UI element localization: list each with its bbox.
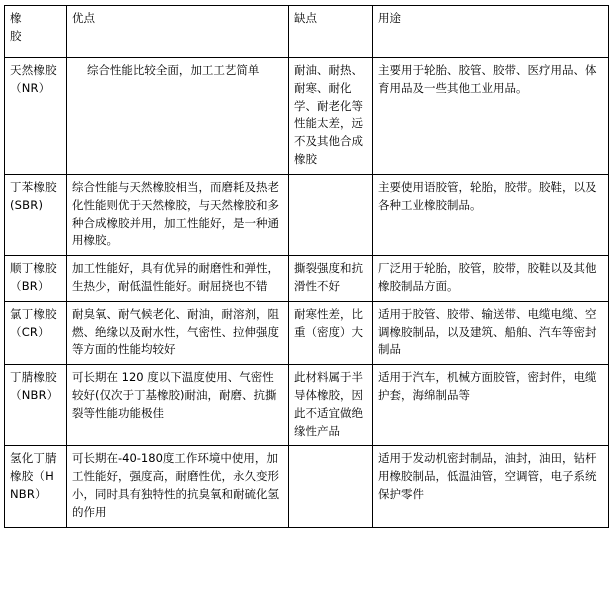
table-row xyxy=(5,365,609,446)
column-header-name xyxy=(5,6,67,58)
cell-rubber-name: 丁腈橡胶（NBR） xyxy=(5,365,67,446)
table-row xyxy=(5,446,609,527)
column-header-pros: 优点 xyxy=(67,6,289,58)
cell-uses: 适用于汽车，机械方面胶管，密封件，电缆护套，海绵制品等 xyxy=(373,365,609,446)
cell-rubber-name: 氯丁橡胶（CR） xyxy=(5,301,67,364)
cell-uses: 主要使用语胶管，轮胎，胶带。胶鞋，以及各种工业橡胶制品。 xyxy=(373,174,609,255)
rubber-properties-table xyxy=(4,5,609,528)
cell-rubber-name: 丁苯橡胶(SBR) xyxy=(5,174,67,255)
cell-pros: 耐臭氧、耐气候老化、耐油，耐溶剂，阻燃、绝缘以及耐水性，气密性、拉伸强度等方面的性能均较好 xyxy=(67,301,289,364)
cell-uses: 适用于胶管、胶带、输送带、电缆电缆、空调橡胶制品，以及建筑、船舶、汽车等密封制品 xyxy=(373,301,609,364)
cell-uses: 适用于发动机密封制品，油封，油田，钻杆用橡胶制品，低温油管，空调管，电子系统保护零件 xyxy=(373,446,609,527)
cell-pros: 综合性能与天然橡胶相当，而磨耗及热老化性能则优于天然橡胶，与天然橡胶和多种合成橡胶并用，加工性能好，是一种通用橡胶。 xyxy=(67,174,289,255)
cell-rubber-name: 氢化丁腈橡胶（HNBR） xyxy=(5,446,67,527)
document-page xyxy=(0,5,610,594)
cell-pros: 加工性能好，具有优异的耐磨性和弹性，生热少，耐低温性能好。耐屈挠也不错 xyxy=(67,256,289,302)
column-header-uses: 用途 xyxy=(373,6,609,58)
column-header-name-line2: 胶 xyxy=(10,28,22,43)
cell-pros: 可长期在 120 度以下温度使用、气密性较好(仅次于丁基橡胶)耐油，耐磨、抗撕裂等性能功能极佳 xyxy=(67,365,289,446)
table-row xyxy=(5,174,609,255)
cell-cons: 撕裂强度和抗滑性不好 xyxy=(289,256,373,302)
column-header-name-line1: 橡 xyxy=(10,11,22,25)
cell-cons xyxy=(289,446,373,527)
table-row xyxy=(5,301,609,364)
cell-uses: 厂泛用于轮胎，胶管，胶带，胶鞋以及其他橡胶制品方面。 xyxy=(373,256,609,302)
cell-rubber-name: 天然橡胶（NR） xyxy=(5,58,67,175)
cell-pros: 综合性能比较全面，加工工艺简单 xyxy=(67,58,289,175)
cell-cons: 耐寒性差，比重（密度）大 xyxy=(289,301,373,364)
cell-pros: 可长期在-40-180度工作环境中使用，加工性能好，强度高，耐磨性优，永久变形小，同时具有独特性的抗臭氧和耐硫化氢的作用 xyxy=(67,446,289,527)
cell-cons: 耐油、耐热、耐寒、耐化学、耐老化等性能太差，远不及其他合成橡胶 xyxy=(289,58,373,175)
cell-rubber-name: 顺丁橡胶（BR） xyxy=(5,256,67,302)
cell-cons: 此材料属于半导体橡胶，因此不适宜做绝缘性产品 xyxy=(289,365,373,446)
table-header-row xyxy=(5,6,609,58)
cell-uses: 主要用于轮胎、胶管、胶带、医疗用品、体育用品及一些其他工业用品。 xyxy=(373,58,609,175)
table-row xyxy=(5,256,609,302)
column-header-cons: 缺点 xyxy=(289,6,373,58)
table-row xyxy=(5,58,609,175)
cell-cons xyxy=(289,174,373,255)
